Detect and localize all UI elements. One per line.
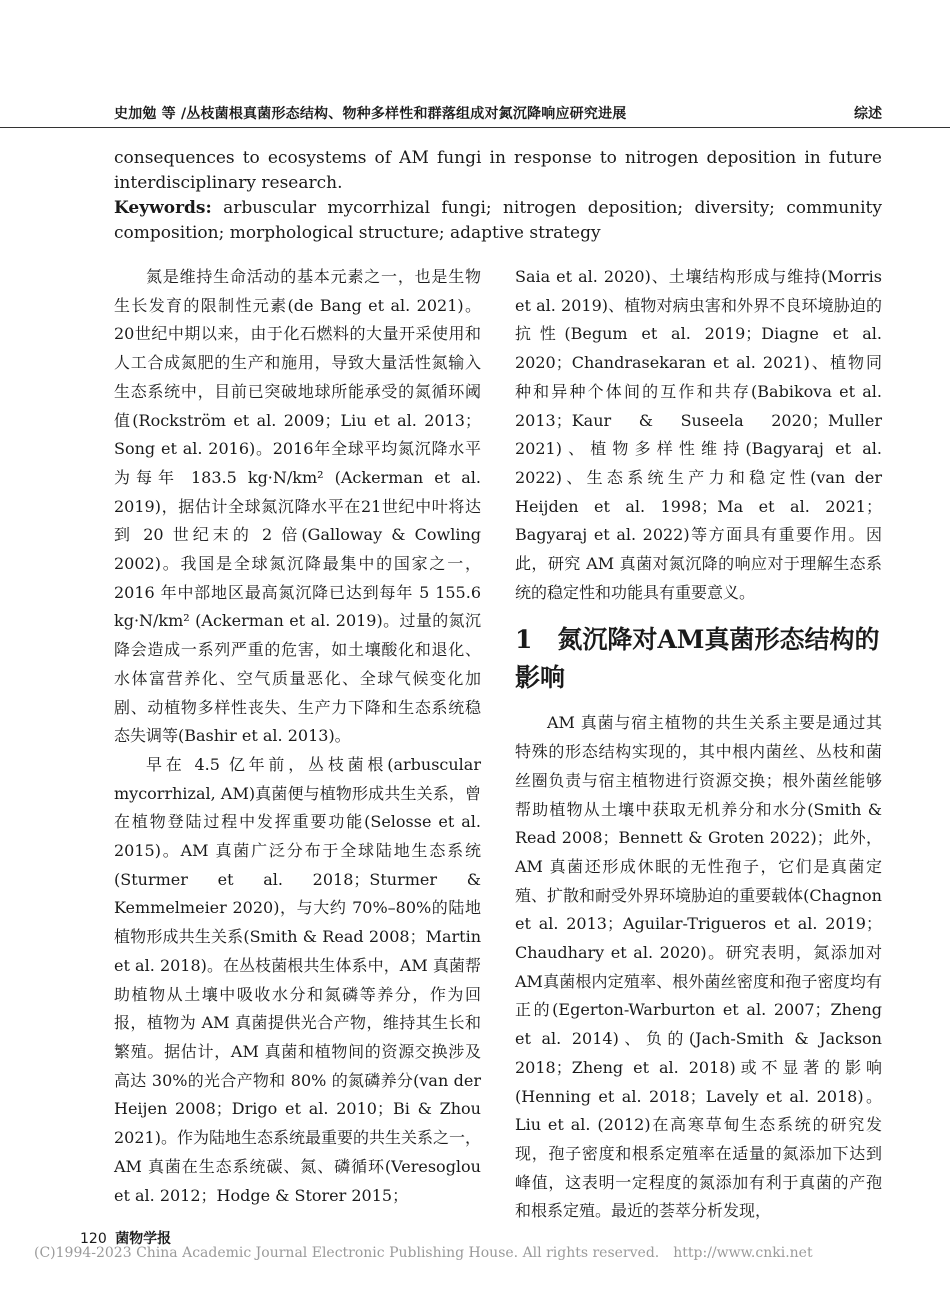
keywords (114, 196, 882, 246)
running-header-title: 史加勉 等 /丛枝菌根真菌形态结构、物种多样性和群落组成对氮沉降响应研究进展 (114, 106, 627, 122)
abstract-tail: consequences to ecosystems of AM fungi in response to nitrogen deposition in future interdisciplinary research. (114, 148, 882, 193)
right-paragraph-2: AM 真菌与宿主植物的共生关系主要是通过其特殊的形态结构实现的，其中根内菌丝、丛枝和菌丝圈负责与宿主植物进行资源交换；根外菌丝能够帮助植物从土壤中获取无机养分和水分(Smith & Read 2008；Bennett & Groten 2022)；此外，AM 真菌还形成休眠的无性孢子，它们是真菌定殖、扩散和耐受外界环境胁迫的重要载体(Chagnon et al. 2013；Aguilar-Trigueros et al. 2019；Chaudhary et al. 2020)。研究表明，氮添加对AM真菌根内定殖率、根外菌丝密度和孢子密度均有正的(Egerton-Warburton et al. 2007；Zheng et al. 2014)、负的(Jach-Smith & Jackson 2018；Zheng et al. 2018)或不显著的影响(Henning et al. 2018；Lavely et al. 2018)。Liu et al. (2012)在高寒草甸生态系统的研究发现，孢子密度和根系定殖率在适量的氮添加下达到峰值，这表明一定程度的氮添加有利于真菌的产孢和根系定殖。最近的荟萃分析发现， (515, 713, 882, 1221)
cnki-url: http://www.cnki.net (673, 1245, 813, 1261)
copyright-watermark (34, 1245, 813, 1261)
keywords-label: Keywords: (114, 198, 212, 218)
journal-name: 菌物学报 (115, 1231, 172, 1247)
left-column (114, 263, 481, 1210)
header-rule (0, 127, 950, 128)
copyright-text: (C)1994-2023 China Academic Journal Electronic Publishing House. All rights reserved. (34, 1245, 660, 1261)
left-paragraph-2: 早在 4.5 亿年前，丛枝菌根(arbuscular mycorrhizal, AM)真菌便与植物形成共生关系，曾在植物登陆过程中发挥重要功能(Selosse et al. 2015)。AM 真菌广泛分布于全球陆地生态系统(Sturmer et al. 2018；Sturmer & Kemmelmeier 2020)，与大约 70%–80%的陆地植物形成共生关系(Smith & Read 2008；Martin et al. 2018)。在丛枝菌根共生体系中，AM 真菌帮助植物从土壤中吸收水分和氮磷等养分，作为回报，植物为 AM 真菌提供光合产物，维持其生长和繁殖。据估计，AM 真菌和植物间的资源交换涉及高达 30%的光合产物和 80% 的氮磷养分(van der Heijen 2008；Drigo et al. 2010；Bi & Zhou 2021)。作为陆地生态系统最重要的共生关系之一，AM 真菌在生态系统碳、氮、磷循环(Veresoglou et al. 2012；Hodge & Storer 2015； (114, 754, 481, 1205)
running-header (114, 103, 882, 125)
running-header-section: 综述 (854, 106, 882, 122)
abstract-block (114, 146, 882, 246)
right-column (515, 263, 882, 1226)
page-number: 120 (80, 1231, 107, 1247)
section-title: 1 氮沉降对AM真菌形态结构的影响 (515, 625, 880, 693)
right-paragraph-1: Saia et al. 2020)、土壤结构形成与维持(Morris et al. 2019)、植物对病虫害和外界不良环境胁迫的抗性(Begum et al. 2019；Diagne et al. 2020；Chandrasekaran et al. 2021)、植物同种和异种个体间的互作和共存(Babikova et al. 2013；Kaur & Suseela 2020；Muller 2021)、植物多样性维持(Bagyaraj et al. 2022)、生态系统生产力和稳定性(van der Heijden et al. 1998；Ma et al. 2021；Bagyaraj et al. 2022)等方面具有重要作用。因此，研究 AM 真菌对氮沉降的响应对于理解生态系统的稳定性和功能具有重要意义。 (515, 267, 882, 602)
keywords-text: arbuscular mycorrhizal fungi; nitrogen deposition; diversity; community composition; morphological structure; adaptive strategy (114, 198, 882, 243)
left-paragraph-1: 氮是维持生命活动的基本元素之一，也是生物生长发育的限制性元素(de Bang et al. 2021)。20世纪中期以来，由于化石燃料的大量开采使用和人工合成氮肥的生产和施用，导致大量活性氮输入生态系统中，目前已突破地球所能承受的氮循环阈值(Rockström et al. 2009；Liu et al. 2013；Song et al. 2016)。2016年全球平均氮沉降水平为每年 183.5 kg·N/km² (Ackerman et al. 2019)，据估计全球氮沉降水平在21世纪中叶将达到 20 世纪末的 2 倍(Galloway & Cowling 2002)。我国是全球氮沉降最集中的国家之一，2016 年中部地区最高氮沉降已达到每年 5 155.6 kg·N/km² (Ackerman et al. 2019)。过量的氮沉降会造成一系列严重的危害，如土壤酸化和退化、水体富营养化、空气质量恶化、全球气候变化加剧、动植物多样性丧失、生产力下降和生态系统稳态失调等(Bashir et al. 2013)。 (114, 267, 481, 746)
